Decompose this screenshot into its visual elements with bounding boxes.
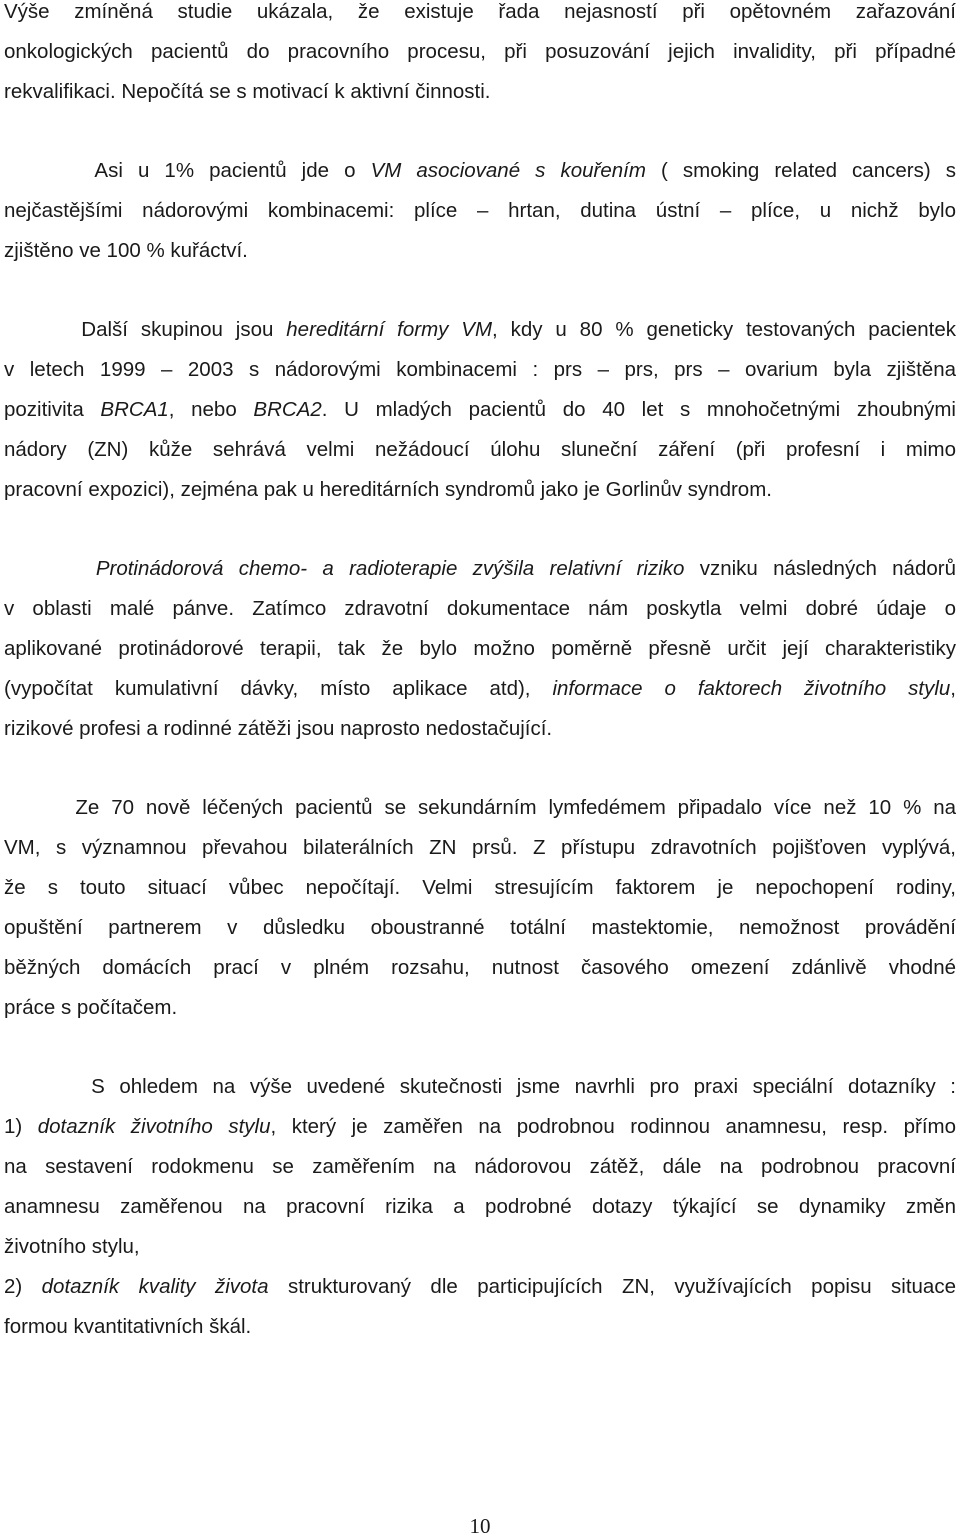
text-line xyxy=(4,239,956,263)
text-line xyxy=(4,1075,956,1099)
text-line xyxy=(4,358,956,382)
text-run: na sestavení rodokmenu se zaměřením na nádorovou zátěž, dále na podrobnou pracovní xyxy=(4,1155,956,1178)
text-line xyxy=(4,40,956,64)
text-line xyxy=(4,159,956,183)
text-line xyxy=(4,836,956,860)
text-run: aplikované protinádorové terapii, tak že bylo možno poměrně přesně určit její charakteristiky xyxy=(4,637,956,660)
text-line xyxy=(4,1195,956,1219)
text-run: opuštění partnerem v důsledku oboustranné totální mastektomie, nemožnost provádění xyxy=(4,916,956,939)
text-run: Další skupinou jsou xyxy=(4,318,287,341)
italic-term: hereditární formy VM xyxy=(286,318,493,341)
text-run: Asi u 1% pacientů jde o xyxy=(4,159,371,182)
text-run: že s touto situací vůbec nepočítají. Velmi stresujícím faktorem je nepochopení rodiny, xyxy=(4,876,956,899)
text-line xyxy=(4,1155,956,1179)
text-line xyxy=(4,717,956,741)
text-line xyxy=(4,557,956,581)
text-run: ( smoking related cancers) s xyxy=(645,159,956,182)
text-run: , kdy u 80 % geneticky testovaných pacientek xyxy=(492,318,956,341)
text-line xyxy=(4,1315,956,1339)
italic-term: dotazník životního stylu xyxy=(37,1115,271,1138)
text-run: 2) xyxy=(4,1275,42,1298)
text-line xyxy=(4,199,956,223)
text-line xyxy=(4,956,956,980)
italic-term: BRCA2 xyxy=(253,398,322,421)
text-run: rekvalifikaci. Nepočítá se s motivací k aktivní činnosti. xyxy=(4,80,491,103)
text-run: anamnesu zaměřenou na pracovní rizika a podrobné dotazy týkající se dynamiky změn xyxy=(4,1195,956,1218)
text-run: , nebo xyxy=(168,398,254,421)
italic-term: VM asociované s kouřením xyxy=(370,159,646,182)
text-line xyxy=(4,438,956,462)
text-run: S ohledem na výše uvedené skutečnosti jsme navrhli pro praxi speciální dotazníky : xyxy=(4,1075,956,1098)
text-line xyxy=(4,80,956,104)
text-run: strukturovaný dle participujících ZN, využívajících popisu situace xyxy=(268,1275,956,1298)
text-line xyxy=(4,478,956,502)
text-run: nádory (ZN) kůže sehrává velmi nežádoucí úlohu sluneční záření (při profesní i mimo xyxy=(4,438,956,461)
text-run: nejčastějšími nádorovými kombinacemi: plíce – hrtan, dutina ústní – plíce, u nichž bylo xyxy=(4,199,956,222)
text-run: onkologických pacientů do pracovního procesu, při posuzování jejich invalidity, při případné xyxy=(4,40,956,63)
text-run: , xyxy=(950,677,956,700)
text-run: Ze 70 nově léčených pacientů se sekundárním lymfedémem připadalo více než 10 % na xyxy=(4,796,956,819)
italic-term: BRCA1 xyxy=(100,398,169,421)
text-run: (vypočítat kumulativní dávky, místo aplikace atd), xyxy=(4,677,553,700)
text-run: . U mladých pacientů do 40 let s mnohočetnými zhoubnými xyxy=(321,398,956,421)
text-line xyxy=(4,318,956,342)
text-run: , který je zaměřen na podrobnou rodinnou anamnesu, resp. přímo xyxy=(270,1115,956,1138)
text-line xyxy=(4,1115,956,1139)
italic-term: dotazník kvality života xyxy=(41,1275,269,1298)
text-line xyxy=(4,996,956,1020)
text-line xyxy=(4,916,956,940)
text-line xyxy=(4,637,956,661)
text-run: životního stylu, xyxy=(4,1235,140,1258)
text-line xyxy=(4,597,956,621)
text-line xyxy=(4,796,956,820)
text-line xyxy=(4,677,956,701)
italic-term: Protinádorová chemo- a radioterapie zvýšila relativní riziko xyxy=(95,557,685,580)
text-run: pozitivita xyxy=(4,398,101,421)
italic-term: informace o faktorech životního stylu xyxy=(552,677,951,700)
text-line xyxy=(4,398,956,422)
page-number: 10 xyxy=(469,1514,491,1538)
text-run: v letech 1999 – 2003 s nádorovými kombinacemi : prs – prs, prs – ovarium byla zjištěna xyxy=(4,358,956,381)
text-run: pracovní expozici), zejména pak u hereditárních syndromů jako je Gorlinův syndrom. xyxy=(4,478,772,501)
text-line xyxy=(4,1235,956,1259)
text-run: rizikové profesi a rodinné zátěži jsou naprosto nedostačující. xyxy=(4,717,553,740)
text-run: práce s počítačem. xyxy=(4,996,178,1019)
text-run: VM, s významnou převahou bilaterálních ZN prsů. Z přístupu zdravotních pojišťoven vyplývá, xyxy=(4,836,956,859)
text-line xyxy=(4,876,956,900)
text-run: v oblasti malé pánve. Zatímco zdravotní dokumentace nám poskytla velmi dobré údaje o xyxy=(4,597,956,620)
text-run: Výše zmíněná studie ukázala, že existuje řada nejasností při opětovném zařazování xyxy=(4,0,956,23)
text-run: formou kvantitativních škál. xyxy=(4,1315,252,1338)
text-line xyxy=(4,1275,956,1299)
text-run xyxy=(4,557,96,580)
text-run: vzniku následných nádorů xyxy=(684,557,956,580)
text-run: běžných domácích prací v plném rozsahu, nutnost časového omezení zdánlivě vhodné xyxy=(4,956,956,979)
text-line xyxy=(4,0,956,24)
text-run: 1) xyxy=(4,1115,38,1138)
text-run: zjištěno ve 100 % kuřáctví. xyxy=(4,239,248,262)
